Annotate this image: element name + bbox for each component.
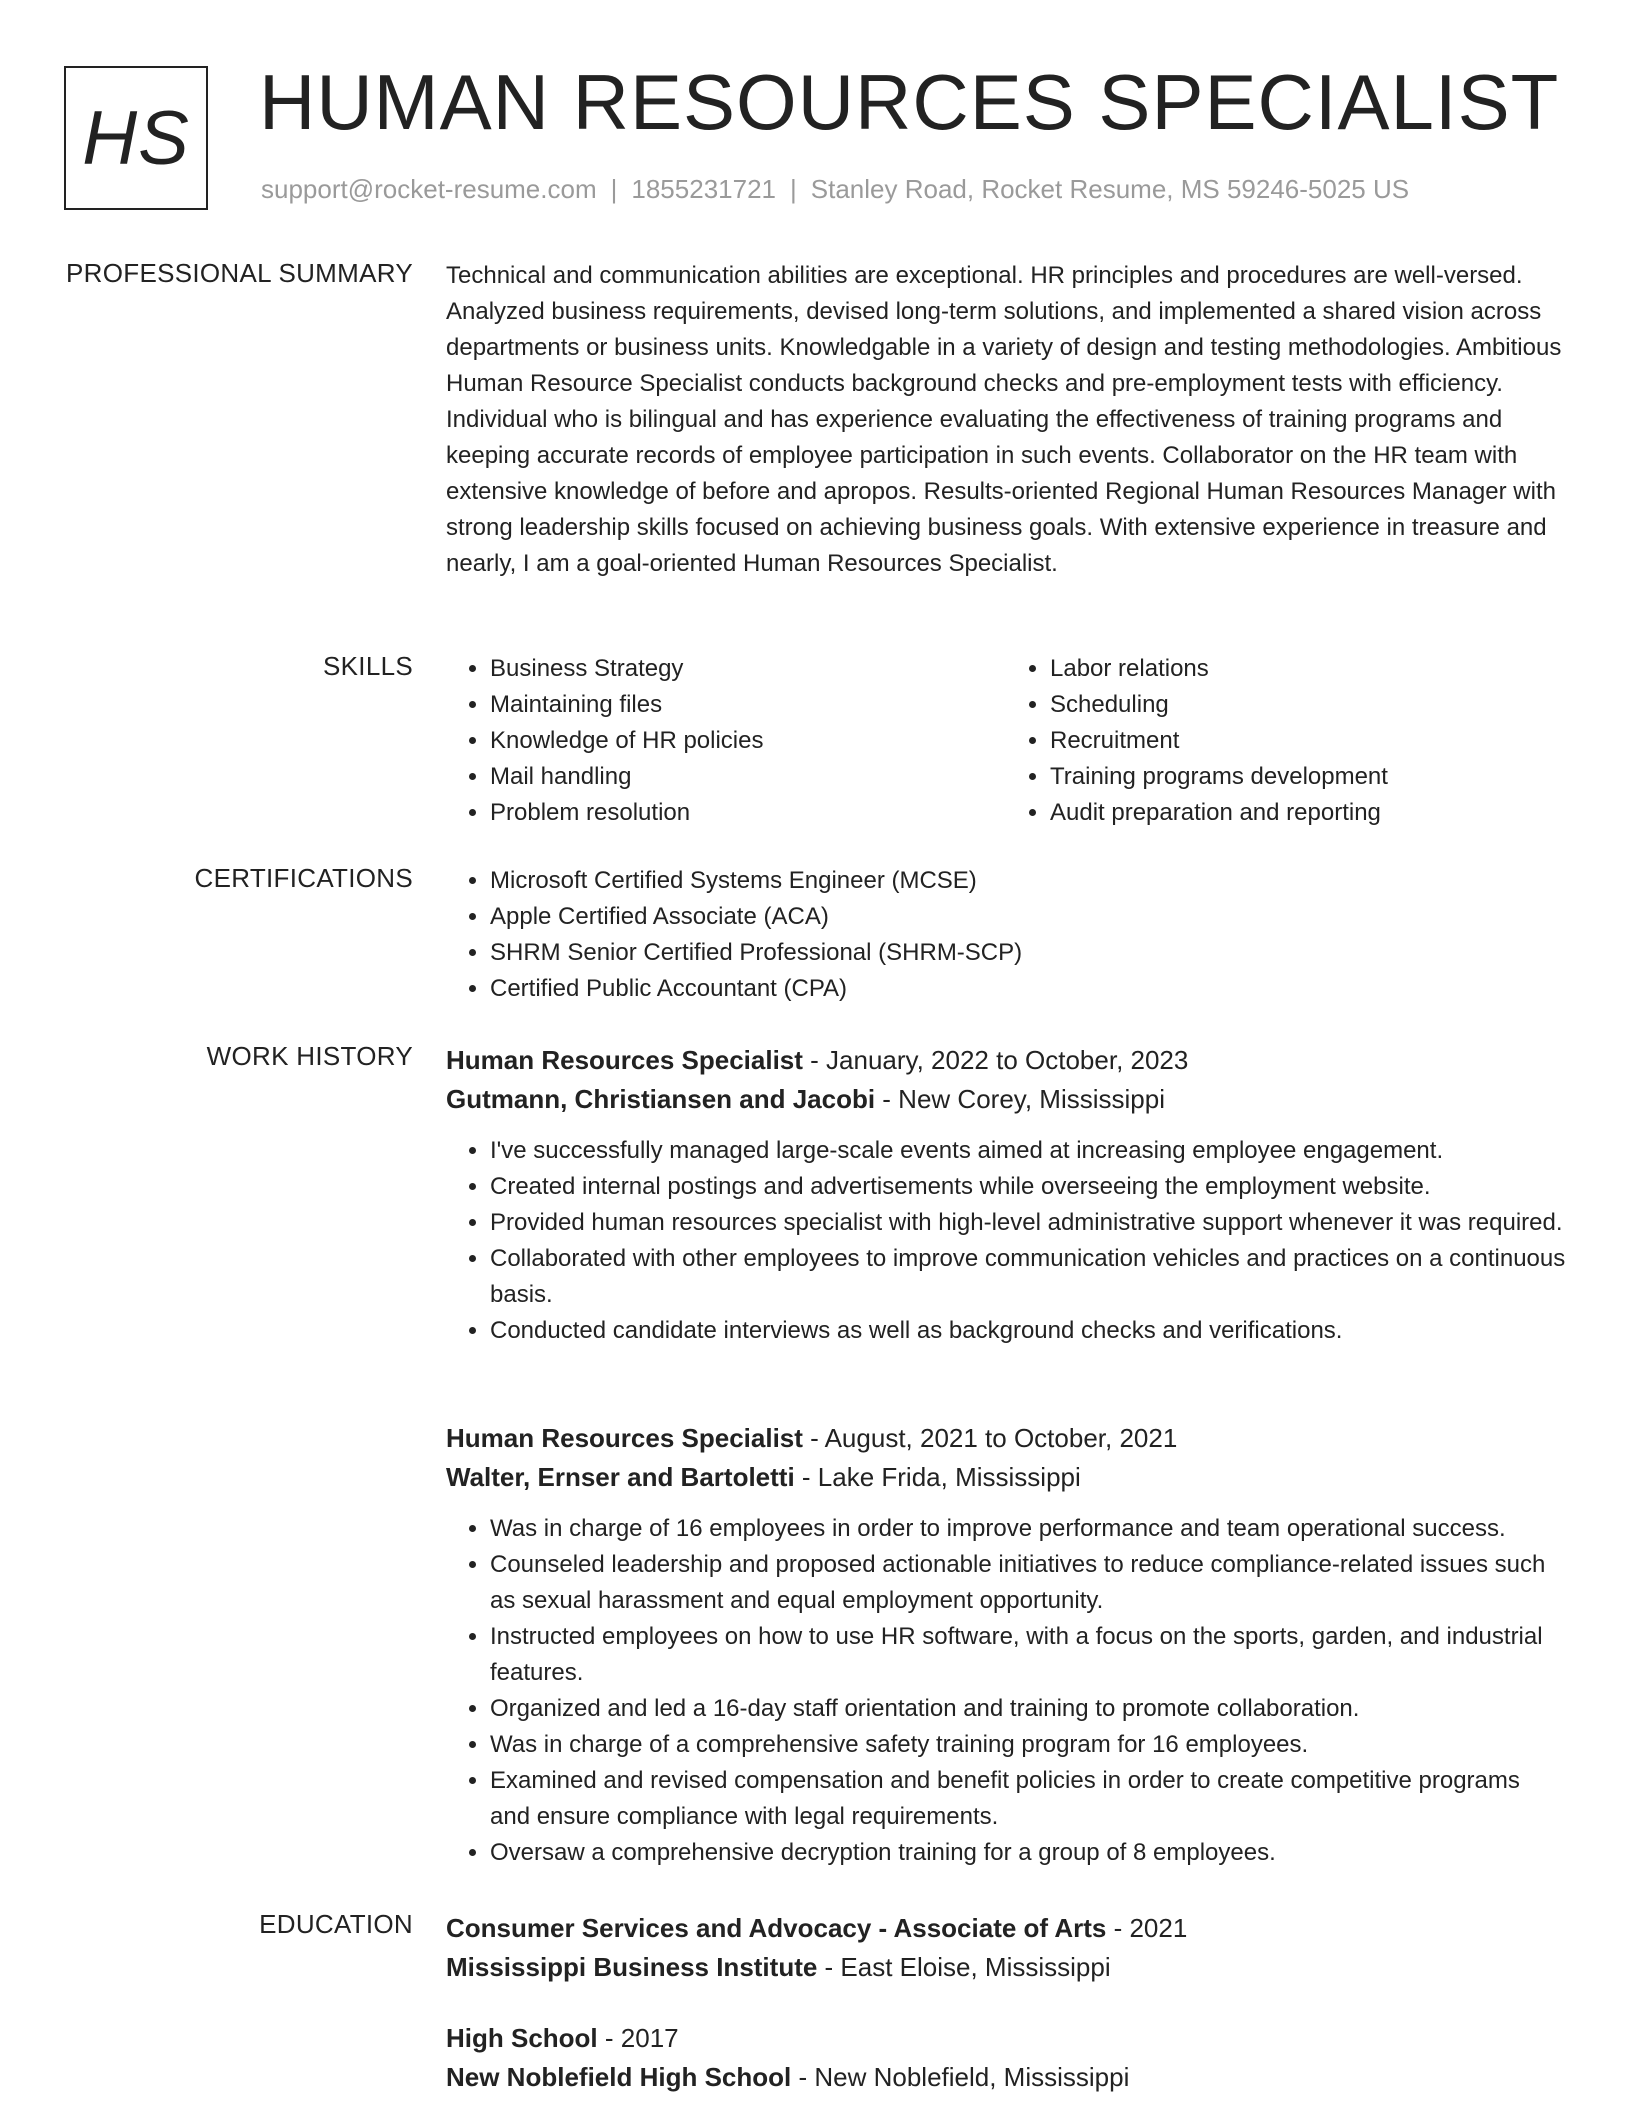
contact-phone[interactable]: 1855231721 [631, 174, 776, 204]
skill-item: • Mail handling [490, 759, 1006, 795]
job-bullet: • Provided human resources specialist with high-level administrative support whenever it was required. [490, 1205, 1566, 1241]
section-heading-education: EDUCATION [259, 1909, 413, 1939]
job-bullet: • Oversaw a comprehensive decryption training for a group of 8 employees. [490, 1835, 1566, 1871]
job-company-line [446, 1080, 1566, 1119]
school: New Noblefield High School [446, 2062, 792, 2092]
job-bullet: • Collaborated with other employees to improve communication vehicles and practices on a continuous basis. [490, 1241, 1566, 1313]
skills-list-right [1006, 651, 1566, 831]
skill-item: • Audit preparation and reporting [1050, 795, 1566, 831]
job-company: Gutmann, Christiansen and Jacobi [446, 1084, 876, 1114]
skill-item: • Scheduling [1050, 687, 1566, 723]
job-title-line [446, 1419, 1566, 1458]
job-bullet: • Instructed employees on how to use HR software, with a focus on the sports, garden, and industrial features. [490, 1619, 1566, 1691]
skills-list-left [446, 651, 1006, 831]
section-heading-summary: PROFESSIONAL SUMMARY [66, 258, 413, 288]
job-company-line [446, 1458, 1566, 1497]
job-title: Human Resources Specialist [446, 1423, 803, 1453]
school-location: - New Noblefield, Mississippi [791, 2062, 1130, 2092]
skill-item: • Labor relations [1050, 651, 1566, 687]
job-entry [446, 1419, 1566, 1871]
job-company: Walter, Ernser and Bartoletti [446, 1462, 795, 1492]
job-bullet: • Was in charge of a comprehensive safety training program for 16 employees. [490, 1727, 1566, 1763]
graduation-year: - 2021 [1106, 1913, 1188, 1943]
certification-item: • Microsoft Certified Systems Engineer (MCSE) [490, 863, 1566, 899]
school-line [446, 1948, 1566, 1987]
section-heading-skills: SKILLS [323, 651, 413, 681]
skill-item: • Training programs development [1050, 759, 1566, 795]
contact-line [261, 174, 1409, 205]
job-bullet: • Created internal postings and advertisements while overseeing the employment website. [490, 1169, 1566, 1205]
skill-item: • Business Strategy [490, 651, 1006, 687]
summary-text: Technical and communication abilities are exceptional. HR principles and procedures are well-versed. Analyzed business requirements, devised long-term solutions, and implemented a shared vision across departments or business units. Knowledgable in a variety of design and testing methodologies. Ambitious Human Resource Specialist conducts background checks and pre-employment tests with efficiency. Individual who is bilingual and has experience evaluating the effectiveness of training programs and keeping accurate records of employee participation in such events. Collaborator on the HR team with extensive knowledge of before and apropos. Results-oriented Regional Human Resources Manager with strong leadership skills focused on achieving business goals. With extensive experience in treasure and nearly, I am a goal-oriented Human Resources Specialist. [446, 262, 1562, 577]
job-bullet: • Organized and led a 16-day staff orientation and training to promote collaboration. [490, 1691, 1566, 1727]
job-dates: - January, 2022 to October, 2023 [802, 1045, 1189, 1075]
certifications-list [446, 863, 1566, 1007]
education-entry [446, 1909, 1566, 2001]
degree: High School [446, 2023, 598, 2053]
section-heading-work-history: WORK HISTORY [206, 1041, 413, 1071]
certification-item: • SHRM Senior Certified Professional (SHRM-SCP) [490, 935, 1566, 971]
job-bullet: • Examined and revised compensation and benefit policies in order to create competitive programs and ensure compliance with legal requirements. [490, 1763, 1566, 1835]
degree: Consumer Services and Advocacy - Associate of Arts [446, 1913, 1107, 1943]
degree-line [446, 1909, 1566, 1948]
job-bullets [446, 1511, 1566, 1871]
section-heading-certifications: CERTIFICATIONS [194, 863, 413, 893]
degree-line [446, 2019, 1566, 2058]
certification-item: • Certified Public Accountant (CPA) [490, 971, 1566, 1007]
job-title: Human Resources Specialist [446, 1045, 803, 1075]
job-bullet: • Counseled leadership and proposed actionable initiatives to reduce compliance-related issues such as sexual harassment and equal employment opportunity. [490, 1547, 1566, 1619]
job-entry [446, 1041, 1566, 1349]
job-bullet: • Conducted candidate interviews as well as background checks and verifications. [490, 1313, 1566, 1349]
job-dates: - August, 2021 to October, 2021 [802, 1423, 1178, 1453]
resume-header [64, 58, 1584, 210]
skill-item: • Recruitment [1050, 723, 1566, 759]
certification-item: • Apple Certified Associate (ACA) [490, 899, 1566, 935]
contact-separator: | [610, 174, 618, 204]
contact-address: Stanley Road, Rocket Resume, MS 59246-5025 US [810, 174, 1410, 204]
job-bullet: • I've successfully managed large-scale events aimed at increasing employee engagement. [490, 1133, 1566, 1169]
contact-email[interactable]: support@rocket-resume.com [261, 174, 597, 204]
school-line [446, 2058, 1566, 2097]
skill-item: • Problem resolution [490, 795, 1006, 831]
school: Mississippi Business Institute [446, 1952, 818, 1982]
job-bullets [446, 1133, 1566, 1349]
school-location: - East Eloise, Mississippi [817, 1952, 1111, 1982]
skill-item: • Knowledge of HR policies [490, 723, 1006, 759]
skill-item: • Maintaining files [490, 687, 1006, 723]
graduation-year: - 2017 [597, 2023, 679, 2053]
resume-title: HUMAN RESOURCES SPECIALIST [259, 58, 1560, 146]
monogram-logo: HS [64, 66, 208, 210]
education-entry [446, 2019, 1566, 2111]
job-location: - Lake Frida, Mississippi [794, 1462, 1081, 1492]
job-title-line [446, 1041, 1566, 1080]
job-bullet: • Was in charge of 16 employees in order to improve performance and team operational success. [490, 1511, 1566, 1547]
contact-separator: | [790, 174, 797, 204]
job-location: - New Corey, Mississippi [875, 1084, 1165, 1114]
